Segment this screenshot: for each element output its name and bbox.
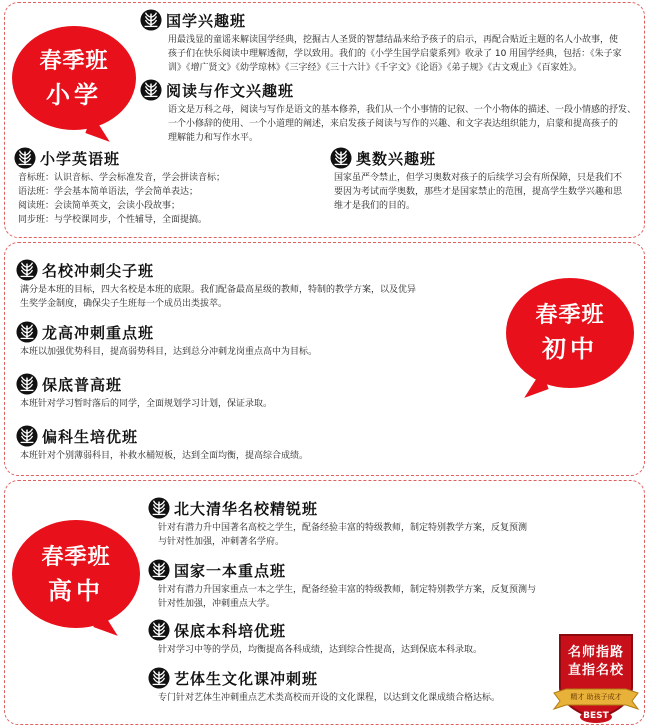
senior-badge (12, 520, 140, 628)
wheat-logo-icon (148, 559, 170, 581)
award-line2: 直指名校 (567, 663, 624, 678)
course-guoxue (140, 8, 640, 75)
wheat-logo-icon (16, 259, 38, 281)
course-title: 国家一本重点班 (174, 561, 287, 580)
badge-level: 高中 (48, 576, 104, 605)
badge-season: 春季班 (39, 48, 109, 74)
wheat-logo-icon (140, 79, 162, 101)
course-desc: 满分是本班的目标，四大名校是本班的底限。我们配备最高星级的教师，特制的教学方案，以及优异 生奖学金制度，确保尖子生班每一个成员出类拔萃。 (20, 285, 417, 309)
wheat-logo-icon (140, 9, 162, 31)
course-title: 北大清华名校精锐班 (174, 499, 319, 518)
award-badge (552, 629, 640, 723)
course-english (14, 146, 314, 227)
course-title: 小学英语班 (40, 149, 121, 168)
course-desc: 本班针对学习暂时落后的同学，全面规划学习计划，保证录取。 (20, 399, 273, 409)
badge-season: 春季班 (535, 302, 605, 328)
course-desc: 本班针对个别薄弱科目，补救水桶短板，达到全面均衡，提高综合成绩。 (20, 451, 309, 461)
course-desc: 本班以加强优势科目，提高弱势科目，达到总分冲刺龙岗重点高中为目标。 (20, 347, 318, 357)
wheat-logo-icon (148, 497, 170, 519)
wheat-logo-icon (14, 147, 36, 169)
course-desc: 针对有潜力升国家重点一本之学生，配备经验丰富的特级教师，制定特别教学方案，反复预测与 针对性加强，冲刺重点大学。 (158, 585, 537, 609)
award-ribbon: 精才 助孩子成才 (570, 693, 622, 701)
course-title: 保底普高班 (42, 375, 123, 394)
course-desc: 专门针对艺体生冲刺重点艺术类高校而开设的文化课程，以达到文化课成绩合格达标。 (158, 693, 501, 703)
badge-season: 春季班 (41, 544, 111, 570)
wheat-logo-icon (330, 147, 352, 169)
course-olympiad-math (330, 146, 640, 213)
wheat-logo-icon (16, 425, 38, 447)
course-reading-writing (140, 78, 640, 145)
course-desc: 语文是万科之母，阅读与写作是语文的基本修养，我们从一个小事情的记叙、一个小物体的描述、一段小情感的抒发、 一个小修辞的使用、一个小道理的阐述，来启发孩子阅读与写作的兴趣、和文字表达组织能力，启蒙和提高孩子的 理解能力和写作水平。 (168, 105, 637, 143)
course-title: 奥数兴趣班 (356, 149, 437, 168)
course-title: 龙高冲刺重点班 (42, 323, 155, 342)
course-desc: 音标班：认识音标、学会标准发音，学会拼读音标； 语法班：学会基本简单语法，学会简单表达； 阅读班：会读简单英文，会读小段故事； 同步班：与学校课同步，个性辅导，全面提搞。 (18, 173, 226, 225)
course-national-key (148, 558, 578, 611)
course-pku-tsinghua (148, 496, 568, 549)
course-title: 阅读与作文兴趣班 (166, 81, 295, 100)
wheat-logo-icon (148, 619, 170, 641)
course-undergrad-guarantee (148, 618, 548, 657)
course-art-sports (148, 666, 548, 705)
junior-badge (506, 278, 634, 388)
course-desc: 用最浅显的童谣来解读国学经典，挖掘古人圣贤的智慧结晶来给予孩子的启示，再配合贴近主题的名人小故事，使 孩子们在快乐阅读中理解透彻，学以致用。我们的《小学生国学启蒙系列》收录了 10 用国学经典，包括：《朱子家 训》《增广贤文》《幼学琼林》《三字经》《三十六计》《千字文》《论语》《弟子规》《古文观止》《百家姓》。 (168, 35, 622, 73)
badge-level: 小学 (46, 80, 102, 109)
course-title: 艺体生文化课冲刺班 (174, 669, 319, 688)
course-guaranteed-high-school (16, 372, 496, 411)
course-desc: 针对有潜力升中国著名高校之学生，配备经验丰富的特级教师，制定特别教学方案，反复预测 与针对性加强，冲刺著名学府。 (158, 523, 528, 547)
course-longgang-key (16, 320, 496, 359)
wheat-logo-icon (148, 667, 170, 689)
course-title: 名校冲刺尖子班 (42, 261, 155, 280)
badge-level: 初中 (542, 334, 598, 363)
course-desc: 国家虽严令禁止，但学习奥数对孩子的后续学习会有所保障，只是我们不 要因为考试而学奥数，那些才是国家禁止的范围，提高学生数学兴趣和思 维才是我们的目的。 (334, 173, 623, 211)
course-weak-subject (16, 424, 496, 463)
course-title: 国学兴趣班 (166, 11, 247, 30)
wheat-logo-icon (16, 373, 38, 395)
award-line1: 名师指路 (567, 645, 624, 660)
course-desc: 针对学习中等的学员，均衡提高各科成绩，达到综合性提高，达到保底本科录取。 (158, 645, 483, 655)
primary-badge (12, 26, 136, 130)
course-top-school-sprint (16, 258, 496, 311)
course-title: 偏科生培优班 (42, 427, 139, 446)
award-best: BEST (583, 711, 609, 721)
course-title: 保底本科培优班 (174, 621, 287, 640)
wheat-logo-icon (16, 321, 38, 343)
